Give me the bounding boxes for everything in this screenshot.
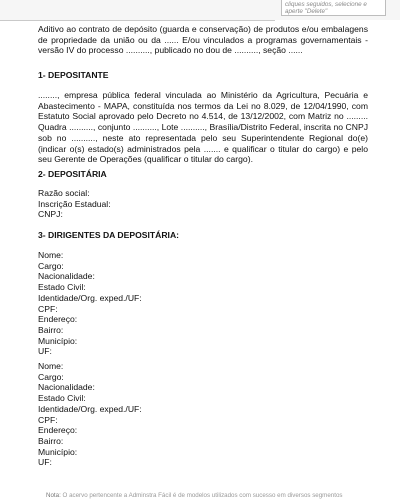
- note-label: Nota:: [46, 492, 61, 499]
- footer-note: [46, 492, 342, 499]
- field-municipio: Município:: [38, 335, 78, 346]
- edit-hint-callout: [281, 0, 386, 16]
- dirigente-block-2: [38, 361, 368, 468]
- section-3-heading: 3- DIRIGENTES DA DEPOSITÁRIA:: [38, 230, 180, 240]
- field-cargo: Cargo:: [38, 260, 64, 271]
- field-nacionalidade: Nacionalidade:: [38, 382, 95, 393]
- field-bairro: Bairro:: [38, 435, 64, 446]
- document-body: [38, 24, 368, 468]
- section-dirigentes: [38, 230, 368, 241]
- field-identidade: Identidade/Org. exped./UF:: [38, 403, 142, 414]
- section-depositaria: [38, 169, 368, 180]
- field-cpf: CPF:: [38, 414, 58, 425]
- field-bairro: Bairro:: [38, 324, 64, 335]
- note-text: O acervo pertencente a Adminstra Fácil é de modelos utilizados com sucesso em diversos segmentos: [62, 492, 343, 499]
- field-inscricao-estadual: Inscrição Estadual:: [38, 198, 111, 209]
- intro-paragraph: Aditivo ao contrato de depósito (guarda e conservação) de produtos e/ou embalagens de propriedade da união ou da ...... E/ou vinculados a programas governamentais - versão IV do processo .........., publicado no dou de .........., seção ......: [38, 24, 368, 56]
- top-divider: [0, 20, 275, 21]
- field-cnpj: CNPJ:: [38, 209, 63, 220]
- dirigente-block-1: [38, 250, 368, 357]
- field-identidade: Identidade/Org. exped./UF:: [38, 292, 142, 303]
- field-cargo: Cargo:: [38, 371, 64, 382]
- callout-line-2: aperte "Delete": [285, 8, 328, 16]
- field-endereco: Endereço:: [38, 314, 78, 325]
- field-uf: UF:: [38, 346, 52, 357]
- callout-line-1: cliques seguidos, selecione e: [285, 1, 367, 8]
- depositaria-fields: [38, 188, 368, 220]
- section-2-heading: 2- DEPOSITÁRIA: [38, 169, 107, 179]
- field-nome: Nome:: [38, 250, 64, 260]
- field-estado-civil: Estado Civil:: [38, 282, 86, 293]
- section-1-heading: 1- DEPOSITANTE: [38, 70, 109, 80]
- field-estado-civil: Estado Civil:: [38, 393, 86, 404]
- field-cpf: CPF:: [38, 303, 58, 314]
- field-uf: UF:: [38, 457, 52, 468]
- field-razao-social: Razão social:: [38, 188, 90, 198]
- depositante-paragraph: ........, empresa pública federal vinculada ao Ministério da Agricultura, Pecuária e Abastecimento - MAPA, constituída nos termos da Lei no 8.029, de 12/04/1990, com Estatuto Social aprovado pelo Decreto no 4.514, de 13/12/2002, com Matriz no ......... Quadra .........., conjunto .........., Lote .........., Brasília/Distrito Federal, inscrita no CNPJ sob no .........., neste ato representada pelo seu Superintendente Regional do(e) (indicar o(s) estado(s) administrados pela ....... e qualificar o titular do cargo) e pelo seu Gerente de Operações (qualificar o titular do cargo).: [38, 90, 368, 165]
- field-nome: Nome:: [38, 361, 64, 371]
- section-depositante: [38, 70, 368, 81]
- section-1-body: [38, 90, 368, 165]
- field-nacionalidade: Nacionalidade:: [38, 271, 95, 282]
- field-municipio: Município:: [38, 446, 78, 457]
- field-endereco: Endereço:: [38, 425, 78, 436]
